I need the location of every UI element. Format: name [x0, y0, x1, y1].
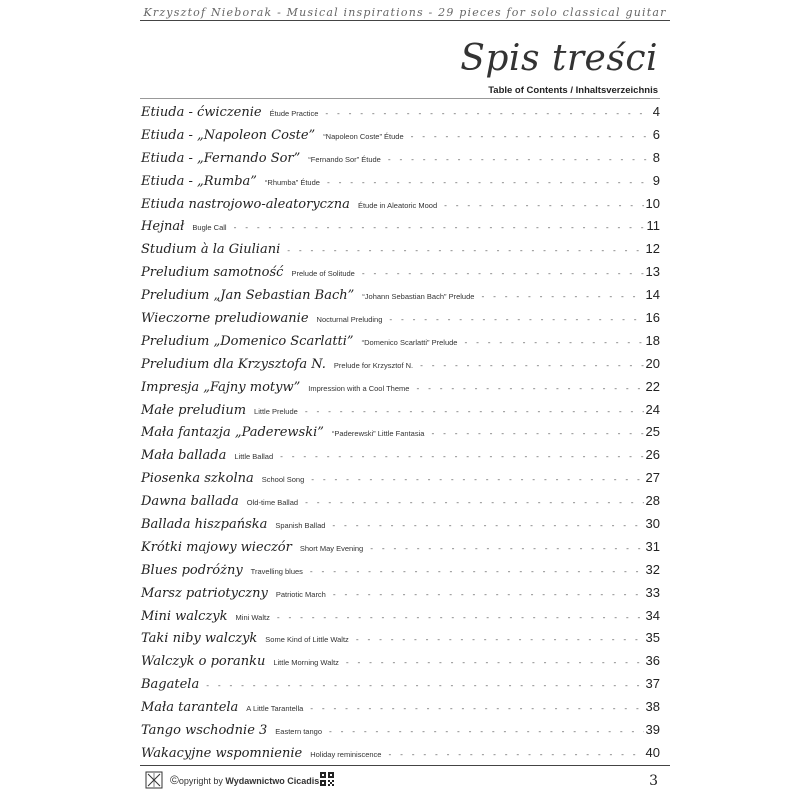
toc-entry: [141, 424, 660, 447]
toc-entry-subtitle: Prelude of Solitude: [291, 269, 355, 279]
copyright-notice: [170, 773, 319, 787]
toc-entry: [141, 356, 660, 379]
toc-entry-subtitle: Étude in Aleatoric Mood: [357, 200, 438, 210]
toc-entry-title: Mała tarantela: [141, 700, 239, 716]
toc-entry: [141, 493, 660, 516]
toc-entry-page: 27: [645, 470, 660, 486]
dot-leader: [480, 292, 643, 301]
toc-entry-page: 36: [645, 653, 660, 669]
table-of-contents: [141, 104, 660, 768]
toc-entry-title: Małe preludium: [141, 402, 247, 418]
toc-entry-page: 9: [652, 172, 660, 188]
toc-entry: [141, 104, 660, 127]
page-number: 3: [649, 773, 658, 789]
toc-entry: [141, 516, 660, 539]
qr-code-icon: [320, 772, 334, 786]
toc-entry-page: 39: [645, 722, 660, 738]
toc-entry-title: Ballada hiszpańska: [141, 517, 268, 533]
toc-entry: [141, 402, 660, 425]
running-header: Krzysztof Nieborak - Musical inspirations - 29 pieces for solo classical guitar: [143, 6, 667, 19]
toc-entry-title: Preludium „Jan Sebastian Bach”: [141, 288, 355, 304]
toc-entry-title: Walczyk o poranku: [141, 654, 266, 670]
dot-leader: [309, 567, 644, 576]
toc-entry: [141, 333, 660, 356]
dot-leader: [387, 155, 651, 164]
dot-leader: [361, 269, 644, 278]
dot-leader: [419, 361, 643, 370]
toc-entry-subtitle: Some Kind of Little Waltz: [265, 635, 349, 645]
dot-leader: [233, 223, 645, 232]
toc-entry-page: 13: [645, 264, 660, 280]
toc-entry-subtitle: “Johann Sebastian Bach” Prelude: [362, 292, 475, 302]
toc-entry-page: 14: [645, 287, 660, 303]
toc-entry-page: 24: [645, 401, 660, 417]
toc-entry-title: Mała fantazja „Paderewski”: [141, 425, 324, 441]
toc-entry: [141, 630, 660, 653]
toc-entry-page: 16: [645, 310, 660, 326]
toc-entry-page: 30: [645, 516, 660, 532]
toc-entry-title: Tango wschodnie 3: [141, 723, 268, 739]
header-rule: [140, 20, 670, 21]
toc-entry-title: Hejnał: [141, 219, 185, 235]
toc-entry-page: 11: [646, 218, 660, 234]
toc-entry: [141, 127, 660, 150]
dot-leader: [276, 613, 644, 622]
copyright-mark: ©: [170, 773, 179, 787]
publisher-name: Wydawnictwo Cicadis: [225, 776, 320, 786]
toc-entry: [141, 287, 660, 310]
toc-entry: [141, 241, 660, 264]
toc-top-rule: [140, 98, 660, 99]
toc-entry: [141, 173, 660, 196]
toc-entry-title: Wakacyjne wspomnienie: [141, 745, 303, 761]
toc-entry-title: Mini walczyk: [141, 608, 228, 624]
toc-entry-title: Bagatela: [141, 677, 200, 693]
toc-entry-subtitle: Short May Evening: [299, 543, 364, 553]
toc-entry: [141, 676, 660, 699]
dot-leader: [309, 704, 643, 713]
toc-entry-title: Krótki majowy wieczór: [141, 539, 292, 555]
dot-leader: [355, 635, 644, 644]
toc-entry: [141, 264, 660, 287]
dot-leader: [443, 201, 643, 210]
dot-leader: [369, 544, 643, 553]
toc-entry-title: Mała ballada: [141, 448, 227, 464]
toc-entry-page: 8: [652, 149, 660, 165]
dot-leader: [279, 452, 643, 461]
toc-entry-title: Preludium „Domenico Scarlatti”: [141, 333, 354, 349]
dot-leader: [326, 178, 651, 187]
toc-entry-page: 4: [652, 104, 660, 119]
toc-entry-page: 12: [645, 241, 660, 257]
toc-entry-title: Marsz patriotyczny: [141, 585, 268, 601]
toc-entry-subtitle: Little Prelude: [254, 406, 298, 416]
toc-entry-title: Taki niby walczyk: [141, 631, 258, 647]
toc-entry-page: 40: [645, 744, 660, 760]
toc-entry-page: 18: [645, 332, 660, 348]
page-title: Spis treści: [460, 38, 658, 79]
toc-entry-title: Blues podróżny: [141, 562, 243, 578]
toc-entry-subtitle: “Domenico Scarlatti” Prelude: [361, 337, 458, 347]
toc-entry: [141, 218, 660, 241]
publisher-logo-icon: [145, 771, 163, 789]
dot-leader: [410, 132, 651, 141]
dot-leader: [331, 521, 643, 530]
toc-entry-title: Piosenka szkolna: [141, 471, 254, 487]
toc-entry: [141, 470, 660, 493]
dot-leader: [463, 338, 643, 347]
toc-entry: [141, 653, 660, 676]
dot-leader: [304, 498, 643, 507]
toc-entry: [141, 699, 660, 722]
toc-entry-title: Preludium samotność: [141, 265, 284, 281]
toc-entry-subtitle: Patriotic March: [275, 589, 326, 599]
toc-entry: [141, 379, 660, 402]
toc-entry-page: 25: [645, 424, 660, 440]
toc-entry-subtitle: Old-time Ballad: [246, 498, 299, 508]
toc-entry: [141, 150, 660, 173]
toc-entry-title: Impresja „Fajny motyw”: [141, 379, 301, 395]
toc-entry-title: Dawna ballada: [141, 494, 239, 510]
toc-entry-page: 38: [645, 699, 660, 715]
toc-entry-title: Etiuda - ćwiczenie: [141, 105, 262, 120]
toc-entry-subtitle: A Little Tarantella: [246, 704, 304, 714]
toc-entry-subtitle: “Napoleon Coste” Étude: [323, 131, 404, 141]
dot-leader: [205, 681, 643, 690]
toc-entry-subtitle: Little Morning Waltz: [273, 658, 339, 668]
toc-entry-page: 26: [645, 447, 660, 463]
toc-entry-subtitle: Little Ballad: [234, 452, 274, 462]
dot-leader: [328, 727, 644, 736]
toc-entry: [141, 539, 660, 562]
toc-entry-page: 37: [645, 676, 660, 692]
toc-entry-subtitle: “Fernando Sor” Étude: [308, 154, 381, 164]
toc-entry-subtitle: “Rhumba” Étude: [264, 177, 320, 187]
toc-entry-subtitle: Nocturnal Preluding: [316, 315, 383, 325]
dot-leader: [332, 590, 644, 599]
dot-leader: [324, 109, 650, 118]
toc-entry: [141, 722, 660, 745]
toc-entry-page: 6: [652, 126, 660, 142]
dot-leader: [388, 315, 643, 324]
dot-leader: [430, 429, 643, 438]
toc-entry-subtitle: Eastern tango: [275, 727, 322, 737]
dot-leader: [310, 475, 643, 484]
toc-entry-subtitle: Mini Waltz: [235, 612, 270, 622]
toc-entry-title: Etiuda - „Rumba”: [141, 173, 257, 189]
toc-entry-page: 34: [645, 607, 660, 623]
toc-entry: [141, 608, 660, 631]
dot-leader: [286, 246, 643, 255]
toc-entry-title: Etiuda - „Napoleon Coste”: [141, 127, 316, 143]
toc-entry: [141, 585, 660, 608]
toc-entry-page: 32: [645, 561, 660, 577]
copyright-text: opyright by: [178, 776, 223, 786]
toc-entry-title: Etiuda - „Fernando Sor”: [141, 150, 301, 166]
toc-entry-title: Studium à la Giuliani: [141, 242, 281, 258]
toc-entry-page: 35: [645, 630, 660, 646]
toc-entry-subtitle: Holiday reminiscence: [310, 749, 382, 759]
toc-entry-page: 28: [645, 493, 660, 509]
toc-entry-subtitle: Étude Practice: [269, 109, 319, 118]
footer-rule: [140, 765, 670, 766]
toc-entry: [141, 562, 660, 585]
toc-entry-subtitle: Impression with a Cool Theme: [308, 383, 410, 393]
toc-entry-title: Wieczorne preludiowanie: [141, 311, 309, 327]
toc-entry-title: Etiuda nastrojowo-aleatoryczna: [141, 196, 350, 212]
toc-entry-page: 33: [645, 584, 660, 600]
toc-entry-subtitle: Travelling blues: [250, 566, 303, 576]
dot-leader: [304, 407, 644, 416]
toc-entry-subtitle: Prelude for Krzysztof N.: [333, 360, 414, 370]
dot-leader: [387, 750, 643, 759]
toc-entry-subtitle: School Song: [261, 475, 305, 485]
toc-entry-page: 22: [645, 378, 660, 394]
toc-entry-page: 31: [645, 538, 660, 554]
toc-entry: [141, 447, 660, 470]
toc-entry-subtitle: Bugle Call: [192, 223, 227, 233]
dot-leader: [415, 384, 643, 393]
page-subtitle: Table of Contents / Inhaltsverzeichnis: [488, 85, 658, 96]
dot-leader: [345, 658, 644, 667]
toc-entry-subtitle: Spanish Ballad: [275, 521, 326, 531]
toc-entry: [141, 310, 660, 333]
toc-entry-subtitle: “Paderewski” Little Fantasia: [331, 429, 425, 439]
toc-entry-page: 10: [645, 195, 660, 211]
toc-entry: [141, 196, 660, 219]
toc-entry-page: 20: [645, 355, 660, 371]
toc-entry-title: Preludium dla Krzysztofa N.: [141, 356, 326, 372]
